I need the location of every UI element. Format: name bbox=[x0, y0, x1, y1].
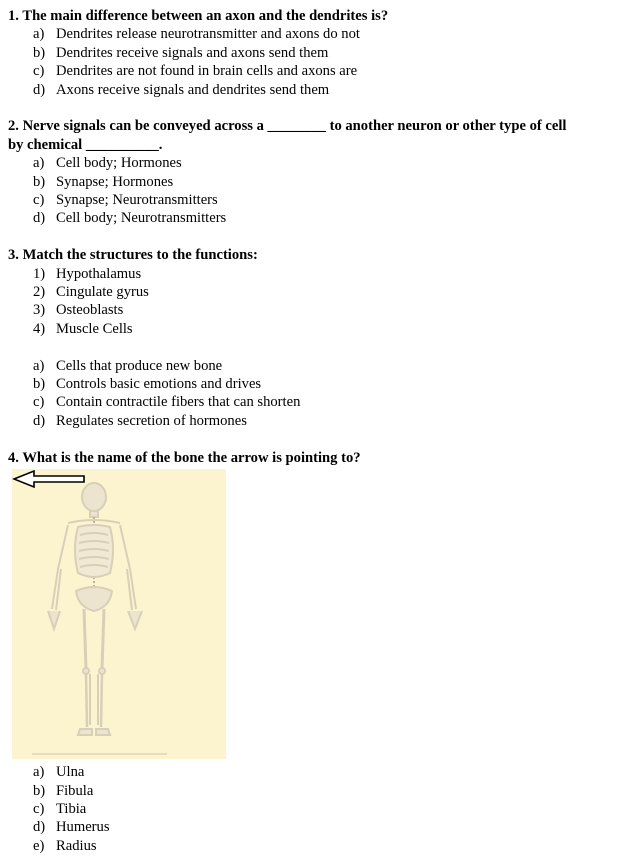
option-item[interactable]: a) Cell body; Hormones bbox=[33, 155, 182, 172]
structure-item: 3) Osteoblasts bbox=[33, 302, 124, 319]
structure-item: 4) Muscle Cells bbox=[33, 320, 133, 337]
question-4-title: 4. What is the name of the bone the arrow is pointing to? bbox=[8, 449, 361, 466]
option-item[interactable]: e) Radius bbox=[33, 837, 97, 854]
arrow-left-icon bbox=[12, 469, 86, 489]
skeleton-figure bbox=[12, 469, 226, 759]
question-2-options bbox=[8, 154, 628, 228]
option-item[interactable]: d) Cell body; Neurotransmitters bbox=[33, 210, 227, 227]
option-item[interactable]: c) Dendrites are not found in brain cells and axons are bbox=[33, 63, 358, 80]
function-item: b) Controls basic emotions and drives bbox=[33, 376, 262, 393]
structure-item: 2) Cingulate gyrus bbox=[33, 284, 149, 301]
question-3-structures bbox=[8, 265, 628, 339]
option-item[interactable]: b) Fibula bbox=[33, 782, 94, 799]
question-1-options bbox=[8, 25, 628, 99]
function-item: a) Cells that produce new bone bbox=[33, 357, 223, 374]
function-item: c) Contain contractile fibers that can shorten bbox=[33, 394, 301, 411]
question-2-title-line2: by chemical __________. bbox=[8, 136, 163, 153]
structure-item: 1) Hypothalamus bbox=[33, 265, 142, 282]
skeleton-illustration-icon bbox=[12, 469, 226, 759]
function-item: d) Regulates secretion of hormones bbox=[33, 412, 247, 429]
option-item[interactable]: d) Axons receive signals and dendrites send them bbox=[33, 81, 330, 98]
option-item[interactable]: c) Tibia bbox=[33, 800, 87, 817]
option-item[interactable]: c) Synapse; Neurotransmitters bbox=[33, 192, 218, 209]
question-3-title: 3. Match the structures to the functions: bbox=[8, 247, 258, 264]
option-item[interactable]: d) Humerus bbox=[33, 819, 110, 836]
option-item[interactable]: b) Synapse; Hormones bbox=[33, 173, 174, 190]
question-3-functions bbox=[8, 357, 628, 431]
question-2-title-line1: 2. Nerve signals can be conveyed across a ________ to another neuron or other type of cell bbox=[8, 118, 567, 135]
question-4-options bbox=[8, 763, 628, 855]
option-item[interactable]: a) Dendrites release neurotransmitter and axons do not bbox=[33, 26, 360, 43]
quiz-document bbox=[8, 7, 628, 855]
question-1-title: 1. The main difference between an axon and the dendrites is? bbox=[8, 8, 389, 24]
option-item[interactable]: b) Dendrites receive signals and axons send them bbox=[33, 44, 329, 61]
option-item[interactable]: a) Ulna bbox=[33, 764, 85, 781]
